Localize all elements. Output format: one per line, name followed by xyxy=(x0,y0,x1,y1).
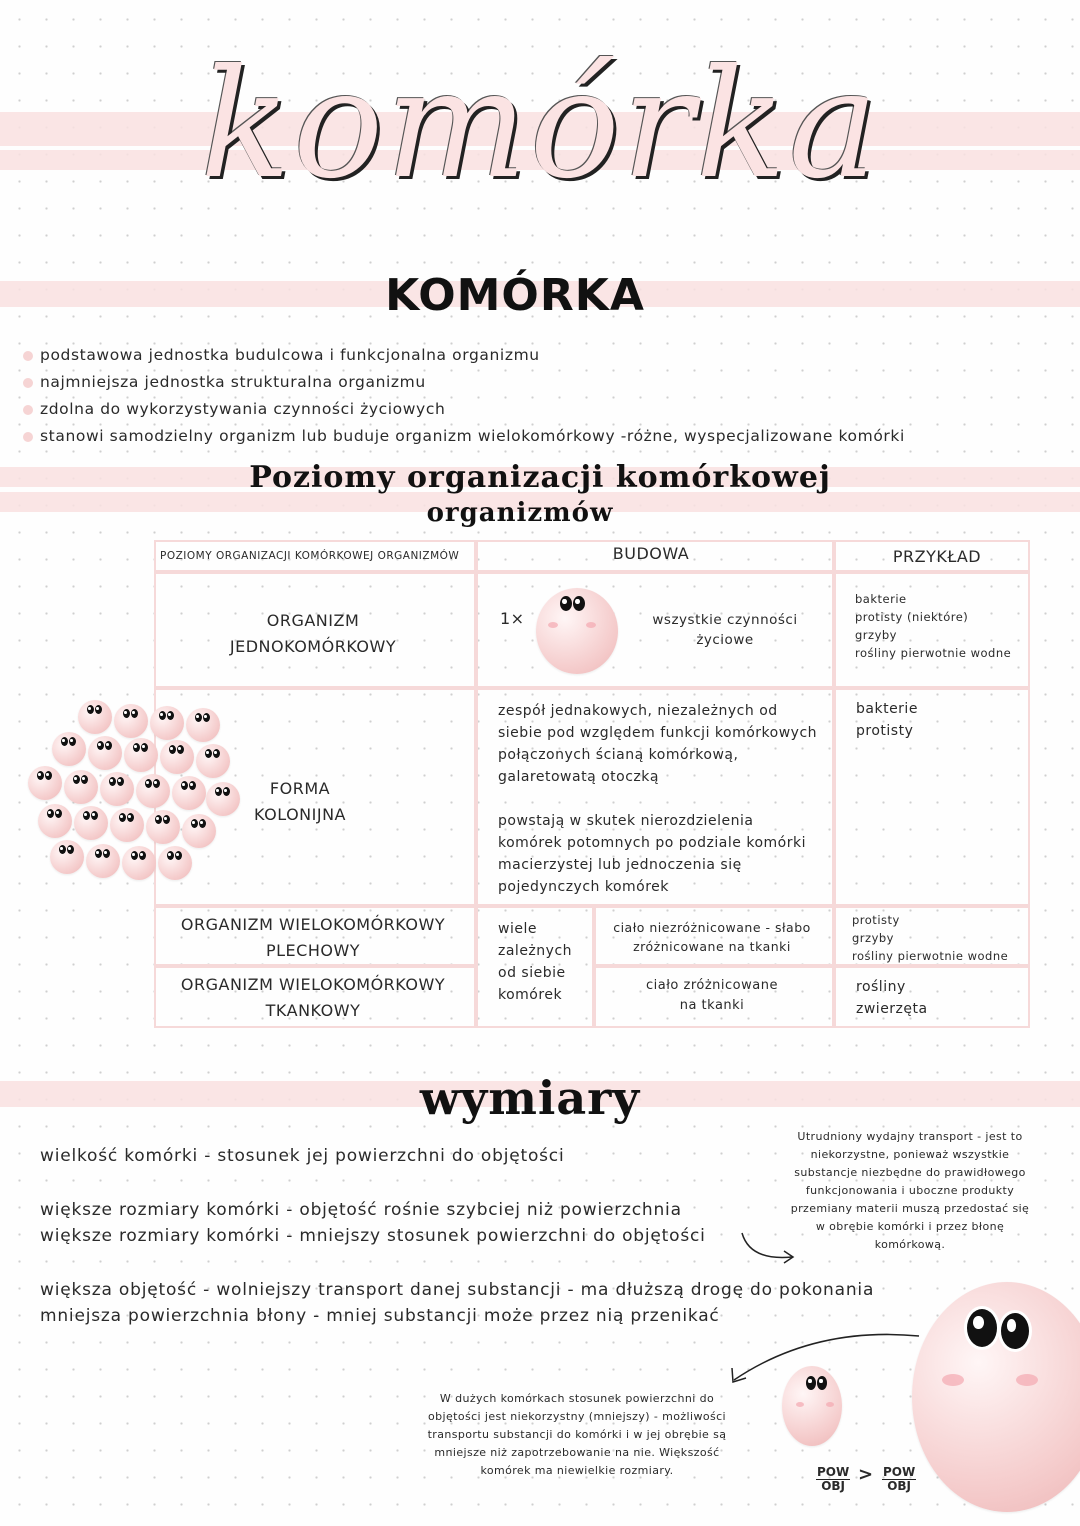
cell-icon xyxy=(86,844,120,878)
cell-icon xyxy=(114,704,148,738)
cell-icon xyxy=(88,736,122,770)
eye-icon xyxy=(817,1376,827,1390)
colonial-structure-a: zespół jednakowych, niezależnych od siebie pod względem funkcji komórkowych połączonych ścianą komórkową, galaretowatą otoczką xyxy=(498,703,818,785)
eye-icon xyxy=(964,1306,1000,1350)
cheek-icon xyxy=(826,1402,834,1407)
eye-icon xyxy=(215,787,222,796)
eye-icon xyxy=(177,745,184,754)
eye-icon xyxy=(55,809,62,818)
cell-icon xyxy=(78,700,112,734)
cheek-icon xyxy=(548,622,558,628)
list-item: najmniejsza jednostka strukturalna organizmu xyxy=(22,369,1072,396)
cell-icon xyxy=(172,776,206,810)
eye-icon xyxy=(573,596,585,611)
arrow-icon xyxy=(740,1225,800,1270)
large-cell-icon xyxy=(912,1282,1080,1512)
eye-icon xyxy=(127,813,134,822)
level-unicellular: ORGANIZM JEDNOKOMÓRKOWY xyxy=(229,611,397,656)
cell-icon xyxy=(182,814,216,848)
cheek-icon xyxy=(1016,1374,1038,1386)
eye-icon xyxy=(47,809,54,818)
thallus-examples: protisty grzyby rośliny pierwotnie wodne xyxy=(852,913,1009,963)
cell-icon xyxy=(150,706,184,740)
eye-icon xyxy=(83,811,90,820)
eye-icon xyxy=(37,771,44,780)
level-thallus: ORGANIZM WIELOKOMÓRKOWY PLECHOWY xyxy=(180,915,446,960)
eye-icon xyxy=(163,815,170,824)
dimension-line: wielkość komórki - stosunek jej powierzchni do objętości xyxy=(40,1146,565,1166)
fraction-large xyxy=(882,1466,916,1493)
eye-icon xyxy=(223,787,230,796)
eye-icon xyxy=(191,819,198,828)
eye-icon xyxy=(123,709,130,718)
cheek-icon xyxy=(796,1402,804,1407)
eye-icon xyxy=(105,741,112,750)
thallus-structure: ciało niezróżnicowane - słabo zróżnicowane na tkanki xyxy=(613,920,811,954)
cheek-icon xyxy=(586,622,596,628)
cell-icon xyxy=(146,810,180,844)
eye-icon xyxy=(59,845,66,854)
eye-icon xyxy=(199,819,206,828)
cell-icon xyxy=(136,774,170,808)
eye-icon xyxy=(103,849,110,858)
dimension-line: większe rozmiary komórki - mniejszy stosunek powierzchni do objętości xyxy=(40,1226,706,1246)
eye-icon xyxy=(560,596,572,611)
cell-icon xyxy=(38,804,72,838)
eye-icon xyxy=(181,781,188,790)
header-example: PRZYKŁAD xyxy=(892,547,982,566)
eye-icon xyxy=(195,713,202,722)
eye-icon xyxy=(131,851,138,860)
tissue-examples: rośliny zwierzęta xyxy=(856,979,928,1017)
cell-count: 1× xyxy=(500,609,525,628)
definition-list xyxy=(22,342,1072,450)
eye-icon xyxy=(131,709,138,718)
eye-icon xyxy=(167,851,174,860)
eye-icon xyxy=(167,711,174,720)
fraction-denominator: OBJ xyxy=(887,1479,912,1493)
eye-icon xyxy=(81,775,88,784)
eye-icon xyxy=(205,749,212,758)
dimension-line: mniejsza powierzchnia błony - mniej substancji może przez nią przenikać xyxy=(40,1306,720,1326)
cell-icon xyxy=(160,740,194,774)
cell-icon xyxy=(52,732,86,766)
eye-icon xyxy=(73,775,80,784)
unicellular-structure: wszystkie czynności życiowe xyxy=(652,612,798,648)
eye-icon xyxy=(45,771,52,780)
eye-icon xyxy=(145,779,152,788)
list-item: podstawowa jednostka budulcowa i funkcjonalna organizmu xyxy=(22,342,1072,369)
eye-icon xyxy=(189,781,196,790)
eye-icon xyxy=(153,779,160,788)
page-title: komórka xyxy=(200,38,880,212)
cell-icon xyxy=(158,846,192,880)
cell-icon xyxy=(122,846,156,880)
cell-icon xyxy=(124,738,158,772)
header-levels: POZIOMY ORGANIZACJI KOMÓRKOWEJ ORGANIZMÓW xyxy=(160,550,460,562)
fraction-denominator: OBJ xyxy=(821,1479,846,1493)
eye-icon xyxy=(203,713,210,722)
eye-icon xyxy=(67,845,74,854)
eye-icon xyxy=(91,811,98,820)
cheek-icon xyxy=(942,1374,964,1386)
cell-icon xyxy=(536,588,618,674)
cell-icon xyxy=(110,808,144,842)
cell-icon xyxy=(186,708,220,742)
eye-icon xyxy=(139,851,146,860)
unicellular-examples: bakterie protisty (niektóre) grzyby rośliny pierwotnie wodne xyxy=(855,592,1012,660)
fraction-small xyxy=(816,1466,850,1493)
section2-title-line1: Poziomy organizacji komórkowej xyxy=(249,460,831,495)
eye-icon xyxy=(117,777,124,786)
fraction-operator: > xyxy=(858,1464,874,1485)
section3-title: wymiary xyxy=(419,1071,641,1125)
eye-icon xyxy=(69,737,76,746)
eye-icon xyxy=(169,745,176,754)
eye-icon xyxy=(998,1310,1032,1352)
cell-icon xyxy=(74,806,108,840)
eye-icon xyxy=(141,743,148,752)
cell-icon xyxy=(196,744,230,778)
cell-icon xyxy=(50,840,84,874)
eye-icon xyxy=(133,743,140,752)
eye-icon xyxy=(95,849,102,858)
eye-icon xyxy=(95,705,102,714)
cell-icon xyxy=(64,770,98,804)
colonial-examples: bakterie protisty xyxy=(856,701,918,739)
eye-icon xyxy=(155,815,162,824)
cell-icon xyxy=(100,772,134,806)
dimension-line: większa objętość - wolniejszy transport danej substancji - ma dłuższą drogę do pokonania xyxy=(40,1280,875,1300)
note-ratio: W dużych komórkach stosunek powierzchni do objętości jest niekorzystny (mniejszy) - możliwości transportu substancji do komórki i w jej obrębie są mniejsze niż zapotrzebowanie na nie. Większość komórek ma niewielkie rozmiary. xyxy=(427,1392,727,1477)
cell-icon xyxy=(206,782,240,816)
eye-icon xyxy=(806,1376,816,1390)
eye-icon xyxy=(61,737,68,746)
fraction-numerator: POW xyxy=(883,1465,916,1479)
list-item: zdolna do wykorzystywania czynności życiowych xyxy=(22,396,1072,423)
level-colonial: FORMA KOLONIJNA xyxy=(254,779,346,824)
multicellular-shared: wiele zależnych od siebie komórek xyxy=(498,921,573,1003)
note-transport: Utrudniony wydajny transport - jest to niekorzystne, ponieważ wszystkie substancje niezbędne do prawidłowego funkcjonowania i uboczne produkty przemiany materii muszą przedostać się w obrębie komórki i przez błonę komórkową. xyxy=(790,1130,1030,1251)
eye-icon xyxy=(109,777,116,786)
eye-icon xyxy=(175,851,182,860)
tissue-structure: ciało zróżnicowane na tkanki xyxy=(646,978,778,1013)
fraction-numerator: POW xyxy=(817,1465,850,1479)
eye-icon xyxy=(119,813,126,822)
header-structure: BUDOWA xyxy=(612,544,690,563)
eye-icon xyxy=(159,711,166,720)
colony-illustration xyxy=(22,696,242,892)
cell-icon xyxy=(28,766,62,800)
eye-icon xyxy=(97,741,104,750)
dimension-line: większe rozmiary komórki - objętość rośnie szybciej niż powierzchnia xyxy=(40,1200,682,1220)
small-cell-icon xyxy=(782,1366,842,1446)
eye-icon xyxy=(87,705,94,714)
level-tissue: ORGANIZM WIELOKOMÓRKOWY TKANKOWY xyxy=(180,975,446,1020)
eye-icon xyxy=(213,749,220,758)
section1-title: KOMÓRKA xyxy=(385,270,645,321)
list-item: stanowi samodzielny organizm lub buduje organizm wielokomórkowy -różne, wyspecjalizowane komórki xyxy=(22,423,1072,450)
section2-title-line2: organizmów xyxy=(426,498,614,528)
colonial-structure-b: powstają w skutek nierozdzielenia komórek potomnych po podziale komórki macierzystej lub jednoczenia się pojedynczych komórek xyxy=(498,813,806,895)
